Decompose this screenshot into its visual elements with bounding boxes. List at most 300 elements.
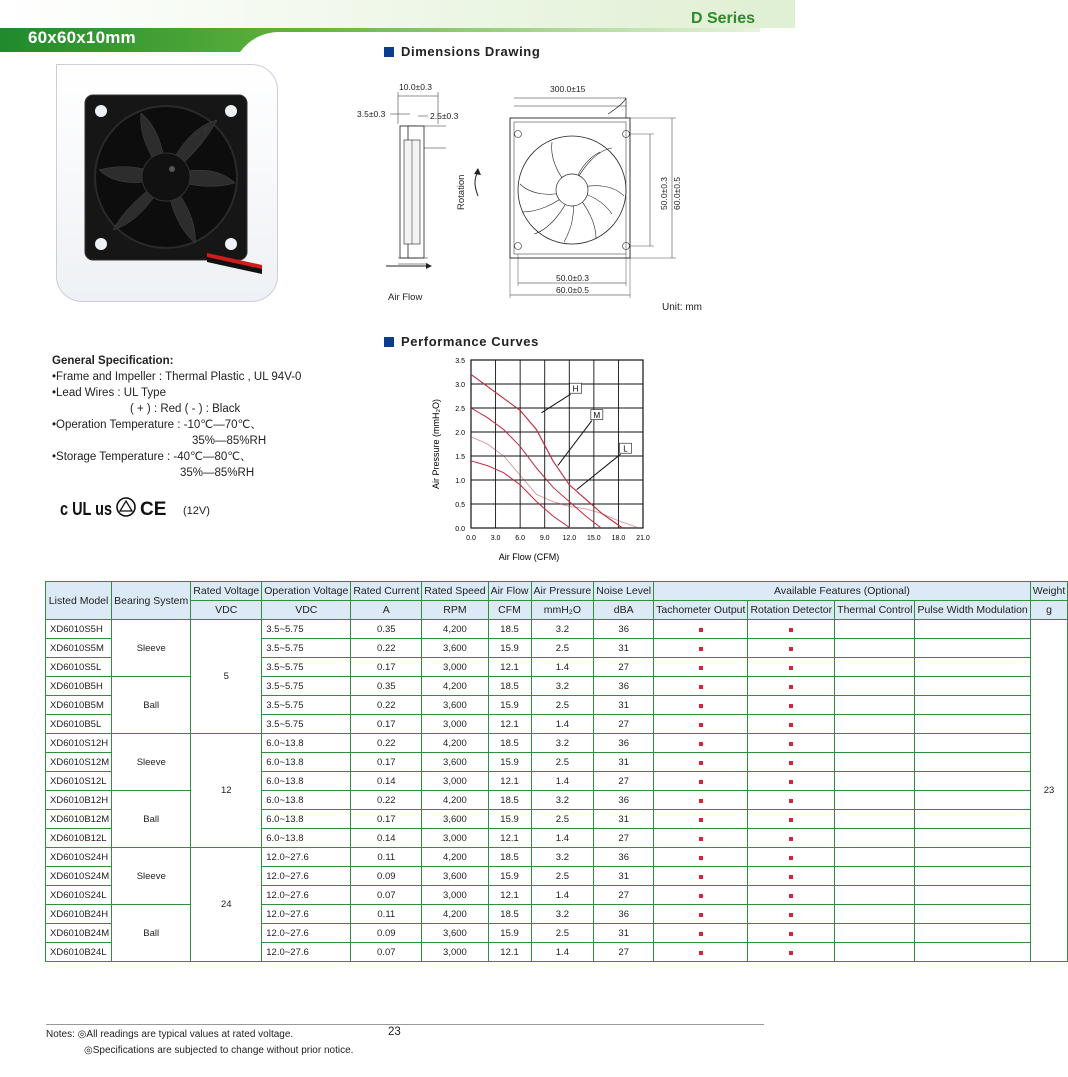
cell-model: XD6010B24M [46,924,112,943]
cell-air-flow: 18.5 [488,620,531,639]
callout-label: L [623,444,628,454]
cell-model: XD6010B12L [46,829,112,848]
cell-current: 0.09 [351,924,422,943]
th-rated-voltage: Rated Voltage [191,582,262,601]
unit-noise: dBA [594,601,654,620]
cell-op-voltage: 3.5~5.75 [262,639,351,658]
dim-frame-v: 60.0±0.5 [672,176,682,210]
cell-noise: 27 [594,886,654,905]
cell-feature [748,620,835,639]
cell-model: XD6010B5L [46,715,112,734]
cell-speed: 4,200 [422,620,488,639]
footer-rule [46,1024,764,1025]
cell-air-flow: 15.9 [488,696,531,715]
feature-available-icon [699,913,703,917]
cell-feature [748,924,835,943]
cell-speed: 3,600 [422,867,488,886]
cell-op-voltage: 3.5~5.75 [262,696,351,715]
cell-air-flow: 18.5 [488,848,531,867]
cell-feature [835,772,915,791]
cell-current: 0.17 [351,715,422,734]
th-rotation-detector: Rotation Detector [748,601,835,620]
cell-feature [748,753,835,772]
cell-feature [654,791,748,810]
cell-bearing: Sleeve [112,734,191,791]
feature-available-icon [699,856,703,860]
cell-air-flow: 18.5 [488,905,531,924]
cell-rated-voltage: 5 [191,620,262,734]
feature-available-icon [789,913,793,917]
cell-feature [748,810,835,829]
cell-air-pressure: 2.5 [531,639,594,658]
cell-air-pressure: 1.4 [531,886,594,905]
dim-2-5: 2.5±0.3 [430,111,459,121]
cell-bearing: Ball [112,791,191,848]
cell-air-pressure: 3.2 [531,734,594,753]
cell-feature [748,715,835,734]
unit-rated-voltage: VDC [191,601,262,620]
cell-model: XD6010S12H [46,734,112,753]
y-axis-label: Air Pressure (mmH₂O) [431,399,441,489]
cell-feature [835,696,915,715]
fan-photo [57,65,277,301]
feature-available-icon [699,780,703,784]
cell-feature [835,753,915,772]
th-tachometer: Tachometer Output [654,601,748,620]
cell-op-voltage: 12.0~27.6 [262,886,351,905]
cell-speed: 3,000 [422,772,488,791]
cell-feature [748,791,835,810]
cell-feature [915,696,1030,715]
cell-speed: 3,600 [422,753,488,772]
cell-noise: 31 [594,924,654,943]
cell-noise: 31 [594,810,654,829]
feature-available-icon [789,780,793,784]
cell-noise: 36 [594,905,654,924]
cell-model: XD6010B24L [46,943,112,962]
feature-available-icon [789,837,793,841]
cell-feature [915,791,1030,810]
unit-weight: g [1030,601,1068,620]
dimensions-heading-text: Dimensions Drawing [401,44,541,59]
feature-available-icon [699,704,703,708]
cell-op-voltage: 3.5~5.75 [262,677,351,696]
y-tick-label: 2.0 [455,430,465,437]
cell-feature [654,810,748,829]
cell-feature [835,639,915,658]
y-tick-label: 3.0 [455,382,465,389]
cell-feature [748,696,835,715]
th-model: Listed Model [46,582,112,620]
cell-feature [654,886,748,905]
cell-feature [654,658,748,677]
cell-model: XD6010S5M [46,639,112,658]
feature-available-icon [699,951,703,955]
cell-air-flow: 15.9 [488,753,531,772]
table-row [46,848,1068,867]
cell-air-pressure: 2.5 [531,924,594,943]
unit-op-voltage: VDC [262,601,351,620]
cell-feature [915,867,1030,886]
cell-model: XD6010B5H [46,677,112,696]
cell-op-voltage: 6.0~13.8 [262,810,351,829]
cell-noise: 36 [594,734,654,753]
dim-frame-h: 60.0±0.5 [556,285,590,295]
cell-air-pressure: 1.4 [531,715,594,734]
cell-feature [915,924,1030,943]
page-number: 23 [388,1026,401,1038]
cell-air-pressure: 3.2 [531,791,594,810]
ce-mark: CE [140,499,167,520]
callout-label: H [572,384,579,394]
cell-current: 0.17 [351,810,422,829]
cell-feature [748,867,835,886]
feature-available-icon [699,799,703,803]
feature-available-icon [789,647,793,651]
cell-noise: 27 [594,943,654,962]
cell-model: XD6010B5M [46,696,112,715]
cell-air-flow: 12.1 [488,715,531,734]
cell-current: 0.17 [351,753,422,772]
cell-feature [835,867,915,886]
x-tick-label: 3.0 [490,535,501,542]
cell-current: 0.07 [351,886,422,905]
cell-noise: 31 [594,867,654,886]
spec-table-body [46,620,1068,962]
cell-feature [748,734,835,753]
cell-feature [835,810,915,829]
cell-noise: 36 [594,620,654,639]
cell-air-flow: 12.1 [488,658,531,677]
cell-op-voltage: 12.0~27.6 [262,848,351,867]
cell-current: 0.35 [351,677,422,696]
cell-model: XD6010S5H [46,620,112,639]
y-tick-label: 1.5 [455,454,465,461]
footer-notes [46,1027,353,1059]
cell-current: 0.35 [351,620,422,639]
x-tick-label: 9.0 [539,535,550,542]
cell-bearing: Ball [112,905,191,962]
ul-logo-text: c UL us [60,499,112,519]
bullet-square-icon [384,337,394,347]
airflow-label: Air Flow [388,292,423,303]
cell-feature [748,677,835,696]
feature-available-icon [789,723,793,727]
spec-st-temp: •Storage Temperature : -40℃—80℃、 [52,451,252,463]
cell-air-flow: 12.1 [488,772,531,791]
cell-feature [654,943,748,962]
cell-feature [654,620,748,639]
cell-feature [835,677,915,696]
unit-current: A [351,601,422,620]
cell-op-voltage: 6.0~13.8 [262,734,351,753]
dim-cable-length: 300.0±15 [550,84,586,94]
cell-model: XD6010S24H [46,848,112,867]
cell-feature [915,658,1030,677]
rotation-label: Rotation [456,174,467,210]
cell-feature [835,715,915,734]
cell-air-flow: 15.9 [488,867,531,886]
cell-rated-voltage: 12 [191,734,262,848]
cell-feature [915,715,1030,734]
cell-feature [654,867,748,886]
cell-op-voltage: 3.5~5.75 [262,620,351,639]
cell-feature [654,696,748,715]
cell-current: 0.14 [351,772,422,791]
cell-feature [835,848,915,867]
cell-feature [748,848,835,867]
cell-current: 0.07 [351,943,422,962]
spec-op-rh: 35%—85%RH [192,435,267,447]
cell-speed: 4,200 [422,734,488,753]
cell-current: 0.22 [351,791,422,810]
cell-noise: 31 [594,753,654,772]
cell-model: XD6010S5L [46,658,112,677]
y-tick-label: 0.5 [455,502,465,509]
cell-air-flow: 15.9 [488,639,531,658]
size-title: 60x60x10mm [28,28,136,47]
cell-air-pressure: 3.2 [531,848,594,867]
feature-available-icon [789,685,793,689]
note-1: Notes: ◎All readings are typical values at rated voltage. [46,1029,294,1040]
spec-frame: •Frame and Impeller : Thermal Plastic , UL 94V-0 [52,371,302,383]
dim-hole-pitch-h: 50.0±0.3 [556,273,590,283]
th-thermal-control: Thermal Control [835,601,915,620]
y-tick-label: 3.5 [455,358,465,365]
cell-noise: 27 [594,772,654,791]
dimensions-drawing [350,78,695,304]
cell-op-voltage: 6.0~13.8 [262,753,351,772]
spec-table [45,581,1068,962]
cert-voltage: (12V) [183,505,210,517]
cell-op-voltage: 12.0~27.6 [262,905,351,924]
cell-feature [835,905,915,924]
cell-model: XD6010B24H [46,905,112,924]
th-current: Rated Current [351,582,422,601]
cell-feature [748,829,835,848]
cell-feature [748,943,835,962]
performance-heading [384,334,539,349]
cell-bearing: Ball [112,677,191,734]
x-tick-label: 12.0 [562,535,577,542]
cell-feature [835,791,915,810]
cell-feature [748,772,835,791]
th-features: Available Features (Optional) [654,582,1031,601]
cell-weight: 23 [1030,620,1068,962]
th-pwm: Pulse Width Modulation [915,601,1030,620]
th-air-pressure: Air Pressure [531,582,594,601]
cell-feature [915,848,1030,867]
feature-available-icon [699,761,703,765]
cell-current: 0.11 [351,905,422,924]
cell-feature [915,772,1030,791]
cell-speed: 3,000 [422,715,488,734]
cell-speed: 3,000 [422,943,488,962]
product-photo-frame [56,64,278,302]
cell-air-flow: 12.1 [488,943,531,962]
cell-air-pressure: 3.2 [531,677,594,696]
cell-feature [654,829,748,848]
cell-current: 0.22 [351,734,422,753]
spec-st-rh: 35%—85%RH [180,467,255,479]
cell-speed: 3,600 [422,810,488,829]
cell-air-flow: 18.5 [488,791,531,810]
cell-feature [654,848,748,867]
cell-op-voltage: 6.0~13.8 [262,829,351,848]
cell-noise: 36 [594,791,654,810]
cell-feature [915,753,1030,772]
cell-feature [654,639,748,658]
cell-feature [748,639,835,658]
cell-feature [654,772,748,791]
dim-3-5: 3.5±0.3 [357,109,386,119]
cell-noise: 36 [594,848,654,867]
x-axis-label: Air Flow (CFM) [498,552,560,562]
x-tick-label: 18.0 [611,535,626,542]
performance-heading-text: Performance Curves [401,334,539,349]
cell-speed: 3,600 [422,639,488,658]
cell-feature [835,943,915,962]
cell-model: XD6010S12M [46,753,112,772]
performance-chart [425,352,665,568]
general-spec [52,353,301,481]
cell-feature [835,886,915,905]
cell-feature [835,734,915,753]
cell-feature [835,620,915,639]
th-air-flow: Air Flow [488,582,531,601]
callout-label: M [593,411,601,421]
cell-air-pressure: 3.2 [531,620,594,639]
spec-leads: •Lead Wires : UL Type [52,387,166,399]
cell-speed: 3,000 [422,658,488,677]
cell-noise: 27 [594,715,654,734]
cell-current: 0.09 [351,867,422,886]
feature-available-icon [699,932,703,936]
feature-available-icon [789,818,793,822]
y-tick-label: 0.0 [455,526,465,533]
cell-air-flow: 18.5 [488,734,531,753]
cell-feature [654,715,748,734]
feature-available-icon [789,951,793,955]
note-2: ◎Specifications are subjected to change without prior notice. [84,1045,354,1056]
cell-speed: 3,600 [422,924,488,943]
cell-feature [748,658,835,677]
cell-air-pressure: 1.4 [531,772,594,791]
cell-noise: 31 [594,696,654,715]
cell-air-flow: 15.9 [488,924,531,943]
cell-air-pressure: 2.5 [531,867,594,886]
dim-hole-pitch-v: 50.0±0.3 [659,176,669,210]
cell-speed: 4,200 [422,791,488,810]
cell-feature [835,924,915,943]
y-tick-label: 1.0 [455,478,465,485]
cell-model: XD6010S24M [46,867,112,886]
x-tick-label: 15.0 [587,535,601,542]
tuv-mark-icon [117,498,135,516]
feature-available-icon [789,666,793,670]
cell-feature [915,943,1030,962]
feature-available-icon [699,666,703,670]
feature-available-icon [699,723,703,727]
feature-available-icon [699,628,703,632]
cell-feature [835,829,915,848]
cell-op-voltage: 6.0~13.8 [262,772,351,791]
dim-thickness: 10.0±0.3 [399,82,433,92]
feature-available-icon [789,628,793,632]
cell-feature [835,658,915,677]
unit-speed: RPM [422,601,488,620]
cell-feature [915,620,1030,639]
ul-mark-icon [60,499,112,519]
cell-feature [915,639,1030,658]
feature-available-icon [789,932,793,936]
feature-available-icon [789,799,793,803]
cell-rated-voltage: 24 [191,848,262,962]
cell-air-flow: 18.5 [488,677,531,696]
cell-op-voltage: 3.5~5.75 [262,715,351,734]
cell-bearing: Sleeve [112,620,191,677]
th-speed: Rated Speed [422,582,488,601]
th-op-voltage: Operation Voltage [262,582,351,601]
feature-available-icon [699,894,703,898]
cell-air-flow: 12.1 [488,829,531,848]
cell-feature [915,905,1030,924]
x-tick-label: 0.0 [466,535,476,542]
cell-model: XD6010S12L [46,772,112,791]
cell-feature [915,829,1030,848]
cell-noise: 27 [594,658,654,677]
cell-feature [915,886,1030,905]
cell-feature [654,677,748,696]
cell-feature [748,905,835,924]
table-row [46,734,1068,753]
feature-available-icon [699,875,703,879]
x-tick-label: 21.0 [636,535,650,542]
cell-op-voltage: 6.0~13.8 [262,791,351,810]
cell-air-pressure: 1.4 [531,943,594,962]
x-tick-label: 6.0 [515,535,526,542]
cell-noise: 36 [594,677,654,696]
cell-speed: 3,000 [422,829,488,848]
unit-air-pressure: mmH₂O [531,601,594,620]
cell-current: 0.22 [351,696,422,715]
spec-leads-colors: ( + ) : Red ( - ) : Black [130,403,241,415]
th-noise: Noise Level [594,582,654,601]
unit-label: Unit: mm [662,302,702,313]
cell-feature [915,810,1030,829]
feature-available-icon [789,761,793,765]
cell-speed: 4,200 [422,848,488,867]
certification-logos [60,495,170,519]
cell-current: 0.11 [351,848,422,867]
series-label: D Series [690,10,755,27]
cell-op-voltage: 3.5~5.75 [262,658,351,677]
cell-op-voltage: 12.0~27.6 [262,867,351,886]
cell-current: 0.17 [351,658,422,677]
feature-available-icon [789,856,793,860]
cell-air-pressure: 3.2 [531,905,594,924]
cell-speed: 3,000 [422,886,488,905]
dimensions-heading [384,44,540,59]
cell-speed: 4,200 [422,905,488,924]
cell-air-pressure: 2.5 [531,810,594,829]
cell-op-voltage: 12.0~27.6 [262,924,351,943]
bullet-square-icon [384,47,394,57]
cell-noise: 27 [594,829,654,848]
feature-available-icon [789,875,793,879]
feature-available-icon [789,704,793,708]
feature-available-icon [789,742,793,746]
